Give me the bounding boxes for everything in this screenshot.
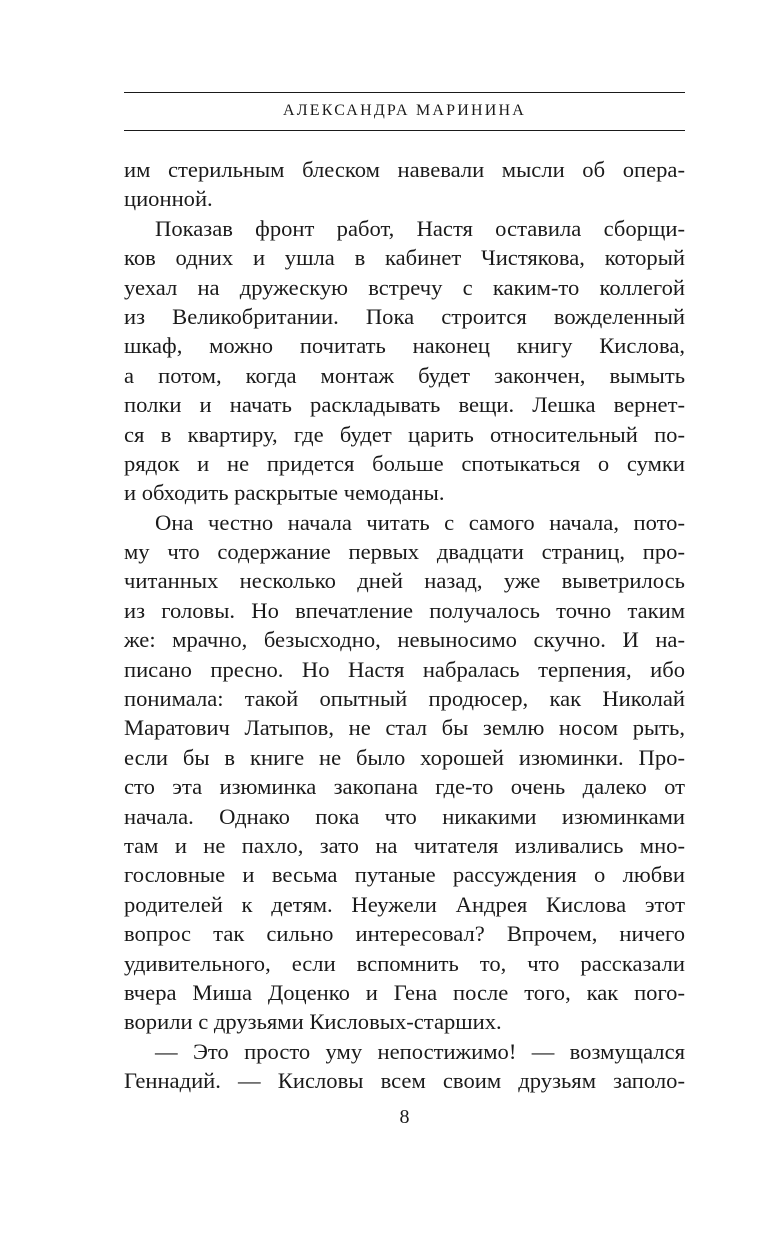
text-line: — Это просто уму непостижимо! — возмущался <box>155 1038 685 1064</box>
text-line: ков одних и ушла в кабинет Чистякова, который <box>124 245 685 271</box>
text-line: сто эта изюминка закопана где-то очень далеко от <box>124 774 685 800</box>
text-line: Геннадий. — Кисловы всем своим друзьям заполо- <box>124 1068 685 1094</box>
text-line: Показав фронт работ, Настя оставила сборщи- <box>155 215 685 241</box>
text-line: и обходить раскрытые чемоданы. <box>124 480 445 506</box>
text-line: ся в квартиру, где будет царить относительный по- <box>124 421 685 447</box>
text-line: там и не пахло, зато на читателя изливались мно- <box>124 832 685 858</box>
text-line: из головы. Но впечатление получалось точно таким <box>124 597 685 623</box>
text-line: понимала: такой опытный продюсер, как Николай <box>124 686 685 712</box>
text-line: ционной. <box>124 186 213 212</box>
text-line: писано пресно. Но Настя набралась терпения, ибо <box>124 656 685 682</box>
text-line: ворили с друзьями Кисловых-старших. <box>124 1009 502 1035</box>
text-line: вопрос так сильно интересовал? Впрочем, ничего <box>124 921 685 947</box>
text-line: Она честно начала читать с самого начала, пото- <box>155 509 685 535</box>
page-number: 8 <box>399 1106 410 1128</box>
text-line: Маратович Латыпов, не стал бы землю носом рыть, <box>124 715 685 741</box>
text-line: полки и начать раскладывать вещи. Лешка вернет- <box>124 392 685 418</box>
text-line: начала. Однако пока что никакими изюминками <box>124 803 685 829</box>
author-name: АЛЕКСАНДРА МАРИНИНА <box>282 102 526 119</box>
text-line: уехал на дружескую встречу с каким-то коллегой <box>124 274 685 300</box>
text-line: удивительного, если вспомнить то, что рассказали <box>124 950 685 976</box>
text-line: вчера Миша Доценко и Гена после того, как пого- <box>124 979 685 1005</box>
body-text <box>124 155 685 1096</box>
text-line: если бы в книге не было хорошей изюминки. Про- <box>124 744 685 770</box>
text-line: родителей к детям. Неужели Андрея Кислова этот <box>124 891 685 917</box>
text-line: же: мрачно, безысходно, невыносимо скучно. И на- <box>124 627 685 653</box>
running-header <box>124 92 685 131</box>
text-line: му что содержание первых двадцати страниц, про- <box>124 539 685 565</box>
text-line: им стерильным блеском навевали мысли об опера- <box>124 157 685 182</box>
text-line: рядок и не придется больше спотыкаться о сумки <box>124 450 685 476</box>
text-line: а потом, когда монтаж будет закончен, вымыть <box>124 362 685 388</box>
text-line: гословные и весьма путаные рассуждения о любви <box>124 862 685 888</box>
text-line: из Великобритании. Пока строится вожделенный <box>124 303 685 329</box>
text-line: читанных несколько дней назад, уже выветрилось <box>124 568 685 594</box>
text-line: шкаф, можно почитать наконец книгу Кислова, <box>124 333 685 359</box>
